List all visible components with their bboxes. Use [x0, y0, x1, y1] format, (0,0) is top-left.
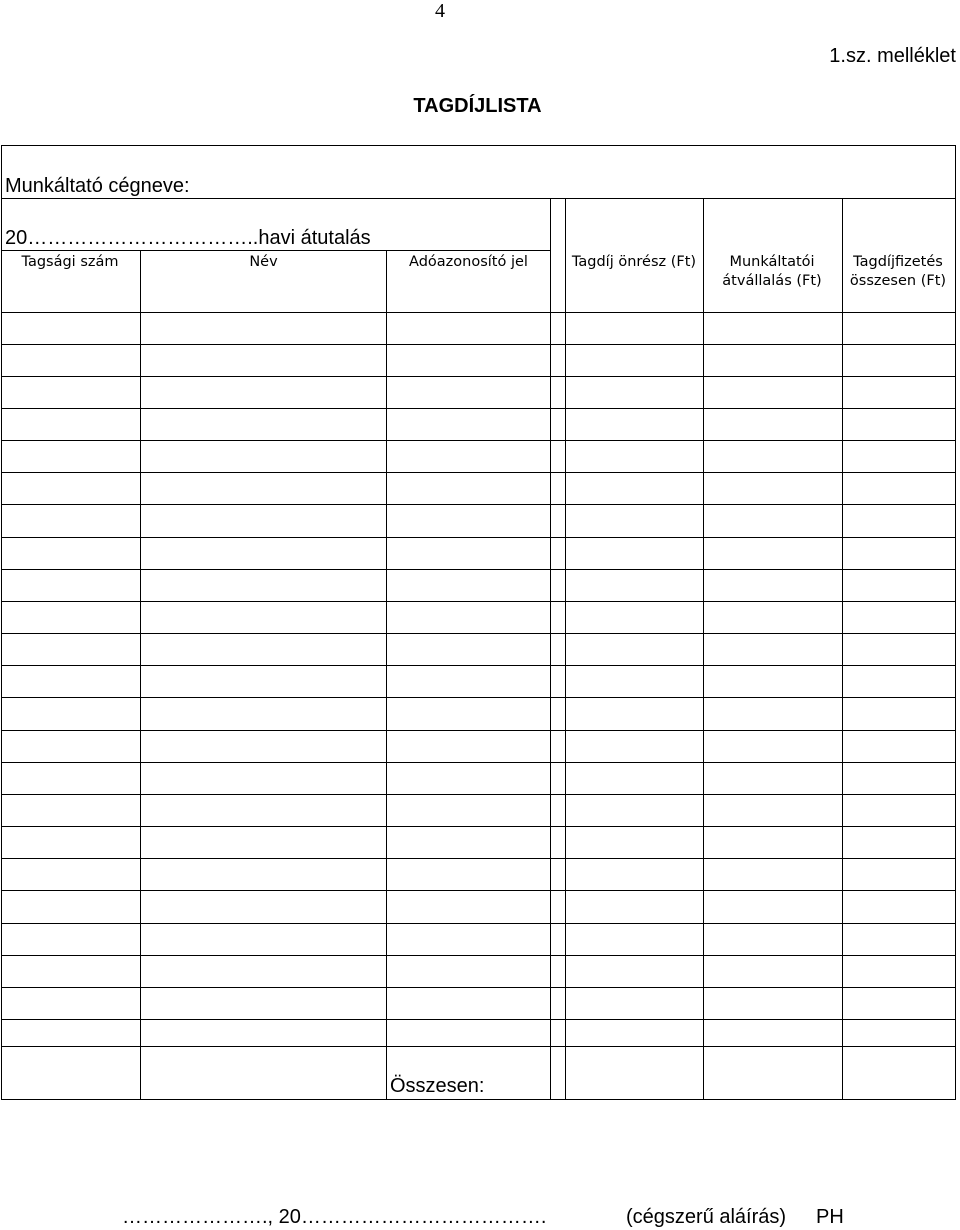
table-row-divider	[1, 665, 956, 666]
table-row-divider	[1, 762, 956, 763]
column-divider	[386, 250, 387, 1100]
header-membership-number: Tagsági szám	[21, 254, 119, 270]
table-row-divider	[1, 440, 956, 441]
column-divider	[565, 198, 566, 1100]
table-top-border	[1, 145, 956, 146]
table-row-divider	[1, 1019, 956, 1020]
header-name: Név	[249, 254, 278, 270]
total-label: Összesen:	[390, 1075, 485, 1097]
table-row-divider	[1, 408, 956, 409]
page-number: 4	[435, 0, 445, 22]
table-right-border	[955, 145, 956, 1100]
employer-name-label: Munkáltató cégneve:	[5, 175, 190, 197]
column-divider	[842, 198, 843, 1100]
stamp-label: PH	[816, 1206, 844, 1228]
document-title: TAGDÍJLISTA	[413, 95, 542, 117]
table-row-divider	[1, 794, 956, 795]
table-bottom-border	[1, 1099, 956, 1100]
table-row-divider	[1, 826, 956, 827]
header-bottom-border	[1, 312, 956, 313]
table-row-divider	[1, 633, 956, 634]
table-row-divider	[1, 955, 956, 956]
table-row-divider	[1, 472, 956, 473]
header-employer-assumption: Munkáltatói átvállalás (Ft)	[722, 254, 822, 289]
monthly-transfer-label: 20……………………………..havi átutalás	[5, 227, 371, 249]
column-divider	[703, 198, 704, 1100]
table-row-divider	[1, 987, 956, 988]
table-row-divider	[1, 890, 956, 891]
table-row-divider	[1, 923, 956, 924]
table-row-divider	[1, 1046, 956, 1047]
header-total-fee: Tagdíjfizetés összesen (Ft)	[849, 254, 947, 289]
table-left-border	[1, 145, 2, 1100]
table-row-divider	[1, 697, 956, 698]
table-row-divider	[1, 504, 956, 505]
table-row-divider	[1, 858, 956, 859]
column-divider	[550, 198, 551, 1100]
table-row-divider	[1, 344, 956, 345]
table-row-divider	[1, 730, 956, 731]
header-own-contribution: Tagdíj önrész (Ft)	[571, 254, 697, 270]
annex-label: 1.sz. melléklet	[829, 45, 956, 67]
signature-label: (cégszerű aláírás)	[626, 1206, 787, 1228]
table-row-divider	[1, 569, 956, 570]
table-row-divider	[1, 376, 956, 377]
header-tax-id: Adóazonosító jel	[409, 254, 528, 270]
table-row-divider	[1, 601, 956, 602]
table-row-divider	[1, 537, 956, 538]
place-date-line: …………………., 20……………………………….	[122, 1206, 547, 1228]
column-divider	[140, 250, 141, 1100]
